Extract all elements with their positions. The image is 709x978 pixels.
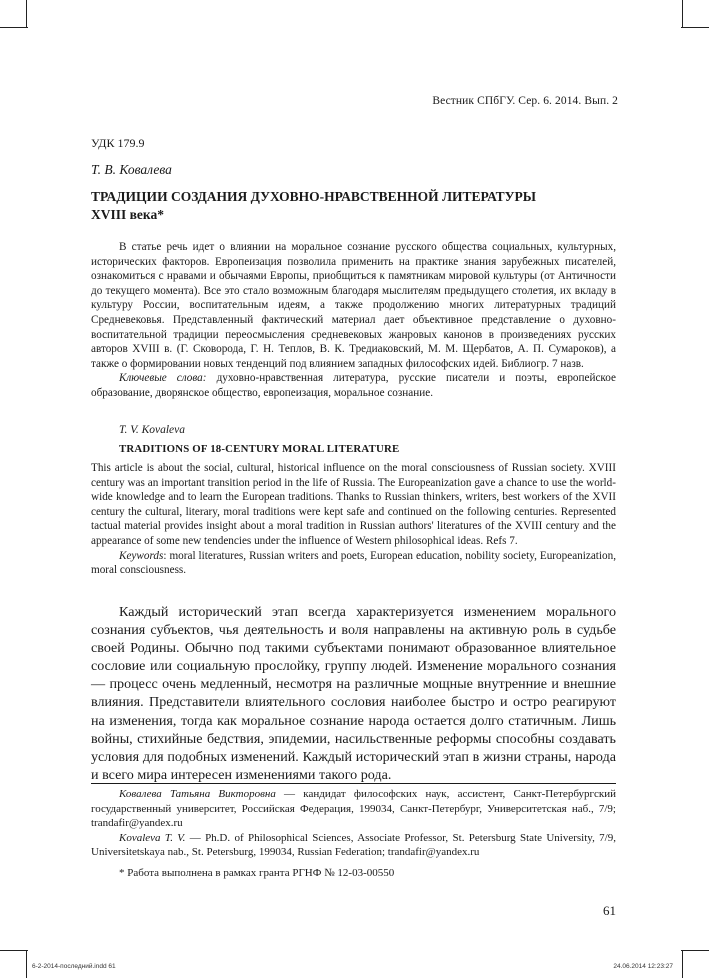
author-ru: Т. В. Ковалева: [91, 162, 172, 177]
author-en: T. V. Kovaleva: [119, 424, 186, 436]
body-text: [91, 603, 616, 784]
keywords-en-text: : moral literatures, Russian writers and poets, European education, nobility society, Europeanization, moral consciousness.: [91, 549, 616, 577]
keywords-ru: [91, 371, 616, 400]
footnote-en-name: Kovaleva T. V.: [119, 831, 186, 844]
abstract-en: [91, 461, 616, 578]
crop-mark-right-top: [681, 27, 709, 28]
grant-footnote: * Работа выполнена в рамках гранта РГНФ № 12-03-00550: [119, 867, 395, 879]
crop-mark-top-left: [26, 0, 27, 28]
udk-code: УДК 179.9: [91, 136, 145, 150]
footnotes: [91, 787, 616, 860]
footnote-ru-name: Ковалева Татьяна Викторовна: [119, 788, 276, 800]
crop-mark-left-top: [0, 27, 28, 28]
title-en: TRADITIONS OF 18-CENTURY MORAL LITERATURE: [119, 443, 400, 455]
footnote-ru: [91, 787, 616, 831]
abstract-en-text: This article is about the social, cultural, historical influence on the moral consciousness of Russian society. XVIII century was an important transition period in the life of Russia. The Europeanization gave a chance to use the world-wide knowledge and to learn the European traditions. Thanks to Russian thinkers, writers, best workers of the XVII century the cultural, literary, moral traditions were kept safe and continued on the following centuries. Represented tactual material provides insight about a moral tradition in Russian authors' literatures of the XVIII century and the appearance of some new tendencies under the influence of Western philosophical ideas. Refs 7.: [91, 462, 616, 547]
page-number: 61: [603, 903, 616, 918]
footnote-en: [91, 831, 616, 860]
print-slug-file: 6-2-2014-последний.indd 61: [32, 963, 116, 970]
keywords-ru-label: Ключевые слова:: [119, 372, 207, 385]
crop-mark-right-bottom: [681, 950, 709, 951]
running-head: Вестник СПбГУ. Сер. 6. 2014. Вып. 2: [432, 95, 618, 107]
keywords-en: [91, 549, 616, 578]
footnote-divider: [91, 783, 616, 784]
crop-mark-bottom-left: [26, 950, 27, 978]
crop-mark-bottom-right: [682, 950, 683, 978]
keywords-ru-text: духовно-нравственная литература, русские писатели и поэты, европейское образование, дворянское общество, европеизация, моральное сознание.: [91, 372, 616, 399]
title-ru-line1: ТРАДИЦИИ СОЗДАНИЯ ДУХОВНО-НРАВСТВЕННОЙ ЛИТЕРАТУРЫ: [91, 189, 537, 204]
abstract-ru: [91, 240, 616, 401]
footnote-ru-text: — кандидат философских наук, ассистент, Санкт-Петербургский государственный университет, Российская Федерация, 199034, Санкт-Петербург, Университетская наб., 7/9; trandafir@yandex.ru: [91, 788, 617, 830]
print-slug-timestamp: 24.06.2014 12:23:27: [613, 963, 673, 970]
title-ru-line2: XVIII века*: [91, 207, 164, 222]
abstract-ru-text: В статье речь идет о влиянии на моральное сознание русского общества социальных, культурных, исторических факторов. Европеизация позволила применить на практике знания зарубежных писателей, ознакомиться с нравами и обычаями Европы, приобщиться к памятникам мировой культуры (от Античности до текущего момента). Все это стало возможным благодаря мыслителям предыдущего столетия, их вкладу в культуру России, воспитательным идеям, а также продолжению многих литературных традиций Средневековья. Представленный фактический материал дает объективное представление о духовно-воспитательной традиции переосмысления средневековых жанровых канонов в произведениях русских авторов XVIII в. (Г. Сковорода, Г. Н. Теплов, В. К. Тредиаковский, М. М. Щербатов, А. П. Сумароков), а также о формировании новых тенденций под влиянием западных философских идей. Библиогр. 7 назв.: [91, 241, 616, 370]
crop-mark-top-right: [682, 0, 683, 28]
body-paragraph: Каждый исторический этап всегда характеризуется изменением морального сознания субъектов, чья деятельность и воля направлены на активную роль в судьбе своей Родины. Обычно под такими субъектами понимают образованное влиятельное сословие или социальную прослойку, группу людей. Изменение морального сознания — процесс очень медленный, несмотря на различные мощные внутренние и внешние влияния. Представители влиятельного сословия наиболее быстро и остро реагируют на изменения, тогда как моральное сознание народа остается долго статичным. Лишь войны, стихийные бедствия, эпидемии, насильственные реформы способны создавать условия для подобных изменений. Каждый исторический этап в жизни страны, народа и всего мира интересен изменениями такого рода.: [91, 604, 616, 783]
keywords-en-label: Keywords: [119, 549, 164, 562]
footnote-en-text: — Ph.D. of Philosophical Sciences, Associate Professor, St. Petersburg State University, 7/9, Universitetskaya nab., St. Petersburg, 199034, Russian Federation; trandafir@yandex.ru: [91, 831, 616, 859]
title-ru: [91, 188, 631, 224]
crop-mark-left-bottom: [0, 950, 28, 951]
